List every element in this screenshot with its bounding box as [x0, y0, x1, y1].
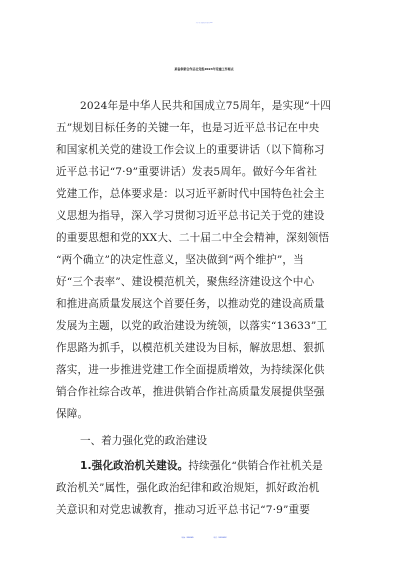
paragraph-line: 近平总书记“7·9”重要讲话）发表5周年。做好今年省社	[56, 166, 317, 178]
paragraph-line: 销合作社综合改革，推进供销合作社高质量发展提供坚强	[56, 386, 325, 398]
paragraph-line: 的重要思想和党的XX大、二十届二中全会精神，深刻领悟	[56, 232, 330, 244]
paragraph-line: 保障。	[56, 408, 89, 420]
paragraph-line: 好“三个表率”、建设模范机关，聚焦经济建设这个中心	[56, 276, 315, 288]
qq-number: QQ号：535304092	[213, 538, 227, 539]
qq-group: QQ群：30265665	[181, 538, 194, 539]
paragraph-line: 和国家机关党的建设工作会议上的重要讲话（以下简称习	[56, 144, 325, 156]
paragraph-line: 落实，进一步推进党建工作全面提质增效，为持续深化供	[56, 364, 325, 376]
paragraph-line: 党建工作，总体要求是：以习近平新时代中国特色社会主	[56, 188, 325, 200]
paragraph-line	[80, 459, 323, 473]
footer-contact	[0, 537, 408, 539]
paragraph-line: 五”规划目标任务的关键一年，也是习近平总书记在中央	[56, 122, 320, 134]
paragraph-line: 义思想为指导，深入学习贯彻习近平总书记关于党的建设	[56, 210, 325, 222]
item-text: 持续强化“供销合作社机关是	[188, 460, 323, 472]
section-heading: 一、着力强化党的政治建设	[80, 435, 208, 447]
paragraph-line: 发展为主题，以党的政治建设为统领，以落实“13633”工	[56, 320, 328, 332]
paragraph-line: 作思路为抓手，以模范机关建设为目标，解放思想、狠抓	[56, 342, 325, 354]
paragraph-line: 关意识和对党忠诚教育，推动习近平总书记“7·9”重要	[56, 504, 311, 516]
document-title: 某省供销合作总社党组2024年党建工作要点	[174, 67, 234, 71]
item-lead: 1.强化政治机关建设。	[80, 460, 189, 472]
paragraph-line: 2024年是中华人民共和国成立75周年，是实现“十四	[80, 100, 332, 112]
paragraph-line: 政治机关”属性，强化政治纪律和政治规矩，抓好政治机	[56, 482, 320, 494]
header-banner	[0, 23, 408, 24]
paragraph-line: “两个确立”的决定性意义，坚决做到“两个维护”，当	[56, 254, 304, 266]
paragraph-line: 和推进高质量发展这个首要任务，以推动党的建设高质量	[56, 298, 325, 310]
